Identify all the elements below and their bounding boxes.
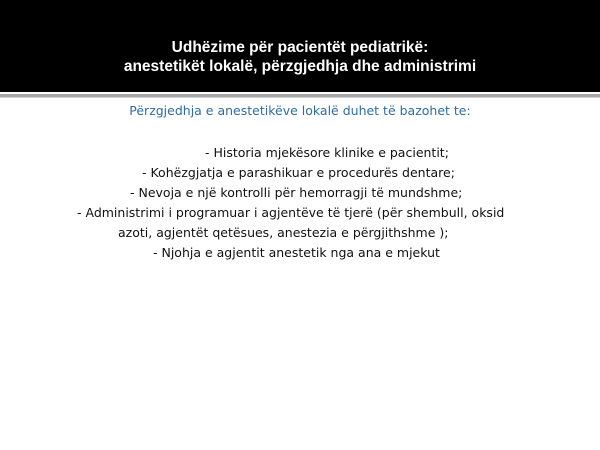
slide-subtitle: Përzgjedhja e anestetikëve lokalë duhet të bazohet te: <box>129 103 471 118</box>
list-item: - Nevoja e një kontrolli për hemorragji të mundshme; <box>130 185 463 200</box>
slide-title-line-1: Udhëzime për pacientët pediatrikë: <box>171 39 429 56</box>
header-divider <box>0 94 600 98</box>
slide-title <box>0 38 600 76</box>
list-item: - Historia mjekësore klinike e pacientit; <box>205 145 449 160</box>
slide-title-line-2: anestetikët lokalë, përzgjedhja dhe administrimi <box>123 58 477 75</box>
list-item: - Administrimi i programuar i agjentëve të tjerë (për shembull, oksid <box>77 205 505 220</box>
list-item-continuation: azoti, agjentët qetësues, anestezia e përgjithshme ); <box>118 225 449 240</box>
list-item: - Kohëzgjatja e parashikuar e procedurës dentare; <box>142 165 455 180</box>
list-item: - Njohja e agjentit anestetik nga ana e mjekut <box>153 245 440 260</box>
